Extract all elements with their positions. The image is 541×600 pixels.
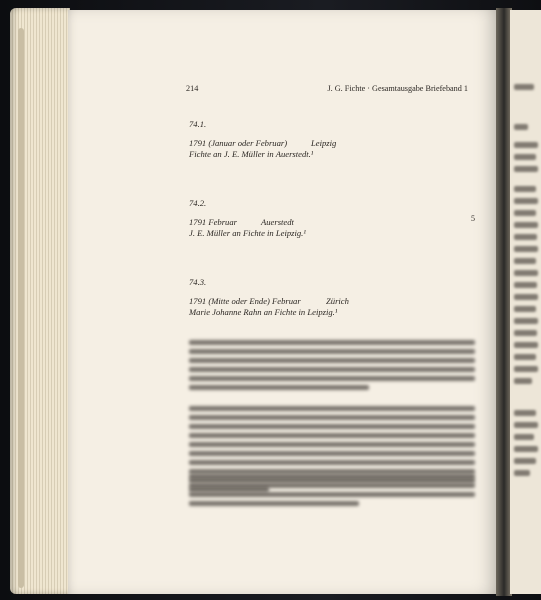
entry-number: 74.1. <box>189 119 207 129</box>
letter-entry <box>189 198 389 242</box>
entry-title: Marie Johanne Rahn an Fichte in Leipzig.¹ <box>189 307 338 317</box>
entry-date: 1791 Februar <box>189 217 237 227</box>
running-head-title: J. G. Fichte · Gesamtausgabe Briefeband 1 <box>327 84 468 93</box>
entry-date: 1791 (Januar oder Februar) <box>189 138 288 148</box>
page-number: 214 <box>186 84 199 93</box>
entry-title: J. E. Müller an Fichte in Leipzig.¹ <box>189 228 306 238</box>
margin-line-number: 5 <box>471 214 475 223</box>
page-edge-shadow <box>18 28 24 588</box>
entry-number: 74.3. <box>189 277 207 287</box>
entry-title: Fichte an J. E. Müller in Auerstedt.¹ <box>189 149 314 159</box>
entry-place: Leipzig <box>311 138 337 148</box>
page-block-edge <box>10 8 70 594</box>
letter-entry <box>189 119 389 163</box>
facing-page-edge <box>510 10 541 594</box>
entry-place: Zürich <box>326 296 349 306</box>
entry-number: 74.2. <box>189 198 207 208</box>
entry-place: Auerstedt <box>261 217 294 227</box>
entry-date: 1791 (Mitte oder Ende) Februar <box>189 296 301 306</box>
running-head <box>186 84 468 98</box>
letter-entry <box>189 277 389 321</box>
